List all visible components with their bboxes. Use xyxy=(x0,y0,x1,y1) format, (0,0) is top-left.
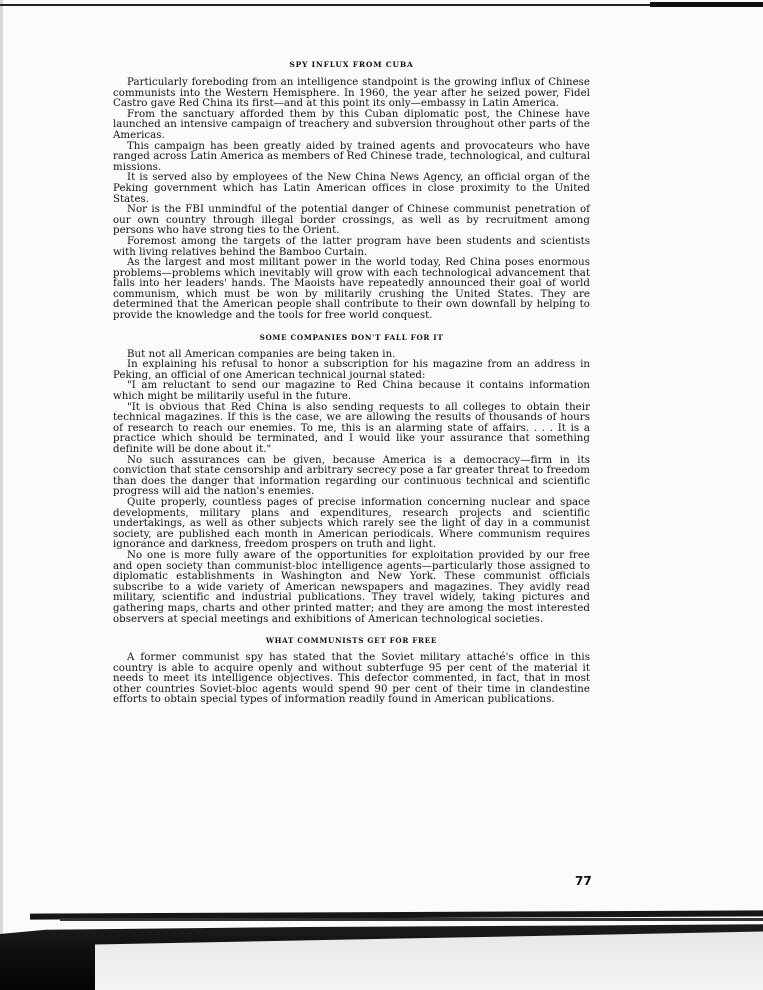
paragraph: Particularly foreboding from an intelligence standpoint is the growing influx of Chinese communists into the Western Hemisphere. In 1960, the year after he seized power, Fidel Castro gave Red China its first—and at this point its only—embassy in Latin America. xyxy=(113,77,590,110)
paragraph: From the sanctuary afforded them by this Cuban diplomatic post, the Chinese have launched an intensive campaign of treachery and subversion throughout other parts of the Americas. xyxy=(113,108,590,141)
paragraph: "It is obvious that Red China is also sending requests to all colleges to obtain their technical magazines. If this is the case, we are allowing the results of thousands of hours of research to reach our enemies. To me, this is an alarming state of affairs. . . . It is a practice which should be terminated, and I would like your assurance that something definite will be done about it." xyxy=(113,401,590,455)
section-heading: SOME COMPANIES DON'T FALL FOR IT xyxy=(259,332,444,342)
paragraph: It is served also by employees of the New China News Agency, an official organ of the Peking government which has Latin American offices in close proximity to the United States. xyxy=(113,172,590,205)
paragraph: A former communist spy has stated that the Soviet military attaché's office in this country is able to acquire openly and without subterfuge 95 per cent of the material it needs to meet its intelligence objectives. This defector commented, in fact, that in most other countries Soviet-bloc agents would spend 90 per cent of their time in clandestine efforts to obtain special types of information readily found in American publications. xyxy=(113,652,590,706)
section-some-companies xyxy=(113,350,590,625)
paragraph: "I am reluctant to send our magazine to Red China because it contains information which might be militarily useful in the future. xyxy=(113,380,590,403)
paragraph: This campaign has been greatly aided by trained agents and provocateurs who have ranged across Latin America as members of Red Chinese trade, technological, and cultural missions. xyxy=(113,140,590,173)
page-edge-line xyxy=(60,918,763,921)
running-head: SPY INFLUX FROM CUBA xyxy=(289,60,414,69)
paragraph: Quite properly, countless pages of precise information concerning nuclear and space developments, military plans and expenditures, research projects and scientific undertakings, as well as other subjects which rarely see the light of day in a communist society, are published each month in American periodicals. Where communism requires ignorance and darkness, freedom prospers on truth and light. xyxy=(113,496,590,551)
paragraph: But not all American companies are being taken in. xyxy=(127,348,396,360)
scan-top-mark xyxy=(650,2,763,7)
scan-left-edge xyxy=(0,0,3,990)
page-body xyxy=(113,56,590,706)
paragraph: In explaining his refusal to honor a subscription for his magazine from an address in Peking, an official of one American technical journal stated: xyxy=(113,359,590,381)
page-number: 77 xyxy=(575,874,592,888)
section-what-communists-get xyxy=(113,653,590,706)
scan-top-line xyxy=(0,4,763,6)
paragraph: No such assurances can be given, because America is a democracy—firm in its conviction that state censorship and arbitrary secrecy pose a far greater threat to freedom than does the danger that information regarding our continuous technical and scientific progress will aid the nation's enemies. xyxy=(113,454,590,498)
paragraph: No one is more fully aware of the opportunities for exploitation provided by our free and open society than communist-bloc intelligence agents—particularly those assigned to diplomatic establishments in Washington and New York. These communist officials subscribe to a wide variety of American newspapers and magazines. They avidly read military, scientific and industrial publications. They travel widely, taking pictures and gathering maps, charts and other printed matter; and they are among the most interested observers at special meetings and exhibitions of American technological societies. xyxy=(113,549,590,625)
section-heading: WHAT COMMUNISTS GET FOR FREE xyxy=(265,636,438,646)
paragraph: As the largest and most militant power in the world today, Red China poses enormous problems—problems which inevitably will grow with each technological advancement that falls into her leaders' hands. The Maoists have repeatedly announced their goal of world communism, which must be won by militarily crushing the United States. They are determined that the American people shall contribute to their own downfall by helping to provide the knowledge and the tools for free world conquest. xyxy=(113,257,590,322)
paragraph: Foremost among the targets of the latter program have been students and scientists with living relatives behind the Bamboo Curtain. xyxy=(113,235,590,258)
paragraph: Nor is the FBI unmindful of the potential danger of Chinese communist penetration of our own country through illegal border crossings, as well as by recruitment among persons who have strong ties to the Orient. xyxy=(113,204,590,237)
section-spy-influx xyxy=(113,78,590,322)
